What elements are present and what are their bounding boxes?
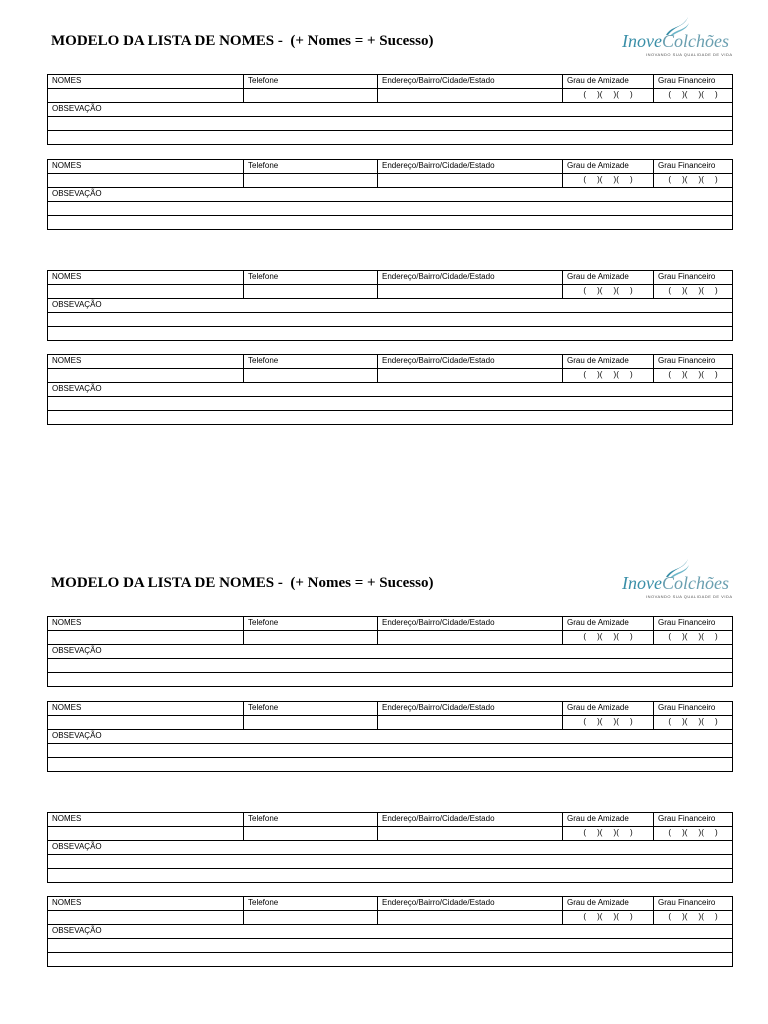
observacao-label-row [48,383,733,397]
header-grau-financeiro: Grau Financeiro [654,160,733,174]
observacao-line[interactable] [48,659,733,673]
observacao-label: OBSEVAÇÃO [48,645,733,659]
nome-field[interactable] [48,827,244,841]
name-entry-table [47,74,733,145]
header-telefone: Telefone [244,813,378,827]
amizade-choices[interactable]: ( )( )( ) [563,827,654,841]
observacao-label-row [48,925,733,939]
header-row [48,813,733,827]
observacao-line[interactable] [48,855,733,869]
header-grau-financeiro: Grau Financeiro [654,813,733,827]
header-row [48,271,733,285]
observacao-field[interactable] [48,659,733,673]
header-row [48,702,733,716]
logo-inove: Inove [622,31,662,51]
header-nomes: NOMES [48,75,244,89]
header-endereco: Endereço/Bairro/Cidade/Estado [378,617,563,631]
financeiro-choices[interactable]: ( )( )( ) [654,174,733,188]
header-row [48,617,733,631]
logo-colchoes: Colchões [661,31,729,51]
telefone-field[interactable] [244,174,378,188]
observacao-line[interactable] [48,673,733,687]
observacao-field[interactable] [48,216,733,230]
brand-logo [620,15,740,63]
observacao-line[interactable] [48,202,733,216]
telefone-field[interactable] [244,911,378,925]
header-endereco: Endereço/Bairro/Cidade/Estado [378,160,563,174]
observacao-label-row [48,730,733,744]
header-nomes: NOMES [48,271,244,285]
observacao-line[interactable] [48,744,733,758]
observacao-field[interactable] [48,117,733,131]
input-row [48,827,733,841]
header-grau-amizade: Grau de Amizade [563,160,654,174]
observacao-label: OBSEVAÇÃO [48,103,733,117]
logo-wordmark [622,31,729,52]
telefone-field[interactable] [244,631,378,645]
header-endereco: Endereço/Bairro/Cidade/Estado [378,355,563,369]
observacao-field[interactable] [48,131,733,145]
observacao-label: OBSEVAÇÃO [48,188,733,202]
financeiro-choices[interactable]: ( )( )( ) [654,89,733,103]
observacao-label-row [48,103,733,117]
observacao-line[interactable] [48,939,733,953]
name-entry-table [47,812,733,883]
amizade-choices[interactable]: ( )( )( ) [563,285,654,299]
header-nomes: NOMES [48,617,244,631]
observacao-label-row [48,645,733,659]
header-row [48,355,733,369]
telefone-field[interactable] [244,89,378,103]
amizade-choices[interactable]: ( )( )( ) [563,89,654,103]
observacao-line[interactable] [48,758,733,772]
financeiro-choices[interactable]: ( )( )( ) [654,369,733,383]
input-row [48,369,733,383]
header-endereco: Endereço/Bairro/Cidade/Estado [378,813,563,827]
amizade-choices[interactable]: ( )( )( ) [563,716,654,730]
nome-field[interactable] [48,285,244,299]
header-row [48,160,733,174]
observacao-label: OBSEVAÇÃO [48,841,733,855]
logo-tagline: INOVANDO SUA QUALIDADE DE VIDA [646,594,733,599]
observacao-label-row [48,841,733,855]
observacao-field[interactable] [48,953,733,967]
header-grau-financeiro: Grau Financeiro [654,355,733,369]
telefone-field[interactable] [244,285,378,299]
endereco-field[interactable] [378,285,563,299]
observacao-field[interactable] [48,313,733,327]
header-grau-amizade: Grau de Amizade [563,75,654,89]
observacao-field[interactable] [48,869,733,883]
nome-field[interactable] [48,716,244,730]
endereco-field[interactable] [378,716,563,730]
header-endereco: Endereço/Bairro/Cidade/Estado [378,897,563,911]
header-telefone: Telefone [244,897,378,911]
header-grau-amizade: Grau de Amizade [563,702,654,716]
endereco-field[interactable] [378,89,563,103]
input-row [48,89,733,103]
name-entry-table [47,896,733,967]
endereco-field[interactable] [378,827,563,841]
header-grau-amizade: Grau de Amizade [563,897,654,911]
logo-colchoes: Colchões [661,573,729,593]
name-entry-table [47,270,733,341]
input-row [48,285,733,299]
header-grau-amizade: Grau de Amizade [563,271,654,285]
endereco-field[interactable] [378,911,563,925]
observacao-label: OBSEVAÇÃO [48,383,733,397]
observacao-label: OBSEVAÇÃO [48,925,733,939]
financeiro-choices[interactable]: ( )( )( ) [654,285,733,299]
observacao-field[interactable] [48,939,733,953]
observacao-label-row [48,188,733,202]
telefone-field[interactable] [244,827,378,841]
observacao-field[interactable] [48,397,733,411]
amizade-choices[interactable]: ( )( )( ) [563,369,654,383]
observacao-line[interactable] [48,216,733,230]
header-nomes: NOMES [48,813,244,827]
header-telefone: Telefone [244,160,378,174]
financeiro-choices[interactable]: ( )( )( ) [654,631,733,645]
header-grau-amizade: Grau de Amizade [563,617,654,631]
header-telefone: Telefone [244,617,378,631]
name-entry-table [47,616,733,687]
observacao-label: OBSEVAÇÃO [48,730,733,744]
name-entry-table [47,354,733,425]
amizade-choices[interactable]: ( )( )( ) [563,911,654,925]
brand-logo [620,557,740,605]
header-grau-financeiro: Grau Financeiro [654,897,733,911]
page-title: MODELO DA LISTA DE NOMES - (+ Nomes = + Sucesso) [51,575,434,591]
nome-field[interactable] [48,89,244,103]
header-grau-financeiro: Grau Financeiro [654,617,733,631]
header-grau-financeiro: Grau Financeiro [654,75,733,89]
observacao-line[interactable] [48,953,733,967]
header-nomes: NOMES [48,702,244,716]
amizade-choices[interactable]: ( )( )( ) [563,631,654,645]
endereco-field[interactable] [378,369,563,383]
observacao-line[interactable] [48,411,733,425]
input-row [48,631,733,645]
logo-tagline: INOVANDO SUA QUALIDADE DE VIDA [646,52,733,57]
observacao-line[interactable] [48,131,733,145]
header-telefone: Telefone [244,702,378,716]
header-row [48,897,733,911]
header-telefone: Telefone [244,271,378,285]
header-nomes: NOMES [48,160,244,174]
header-grau-financeiro: Grau Financeiro [654,702,733,716]
observacao-line[interactable] [48,327,733,341]
header-telefone: Telefone [244,75,378,89]
telefone-field[interactable] [244,369,378,383]
header-grau-amizade: Grau de Amizade [563,813,654,827]
observacao-field[interactable] [48,758,733,772]
logo-inove: Inove [622,573,662,593]
financeiro-choices[interactable]: ( )( )( ) [654,716,733,730]
observacao-line[interactable] [48,397,733,411]
header-grau-financeiro: Grau Financeiro [654,271,733,285]
amizade-choices[interactable]: ( )( )( ) [563,174,654,188]
financeiro-choices[interactable]: ( )( )( ) [654,827,733,841]
header-row [48,75,733,89]
header-nomes: NOMES [48,355,244,369]
header-endereco: Endereço/Bairro/Cidade/Estado [378,702,563,716]
observacao-label: OBSEVAÇÃO [48,299,733,313]
telefone-field[interactable] [244,716,378,730]
header-telefone: Telefone [244,355,378,369]
name-entry-table [47,159,733,230]
header-endereco: Endereço/Bairro/Cidade/Estado [378,271,563,285]
nome-field[interactable] [48,174,244,188]
observacao-line[interactable] [48,869,733,883]
endereco-field[interactable] [378,631,563,645]
financeiro-choices[interactable]: ( )( )( ) [654,911,733,925]
observacao-field[interactable] [48,673,733,687]
observacao-field[interactable] [48,744,733,758]
observacao-line[interactable] [48,117,733,131]
nome-field[interactable] [48,369,244,383]
observacao-label-row [48,299,733,313]
observacao-field[interactable] [48,855,733,869]
observacao-field[interactable] [48,202,733,216]
name-entry-table [47,701,733,772]
input-row [48,716,733,730]
page-title: MODELO DA LISTA DE NOMES - (+ Nomes = + Sucesso) [51,33,434,49]
observacao-field[interactable] [48,411,733,425]
logo-wordmark [622,573,729,594]
input-row [48,174,733,188]
nome-field[interactable] [48,631,244,645]
observacao-line[interactable] [48,313,733,327]
endereco-field[interactable] [378,174,563,188]
header-grau-amizade: Grau de Amizade [563,355,654,369]
nome-field[interactable] [48,911,244,925]
header-nomes: NOMES [48,897,244,911]
input-row [48,911,733,925]
observacao-field[interactable] [48,327,733,341]
header-endereco: Endereço/Bairro/Cidade/Estado [378,75,563,89]
